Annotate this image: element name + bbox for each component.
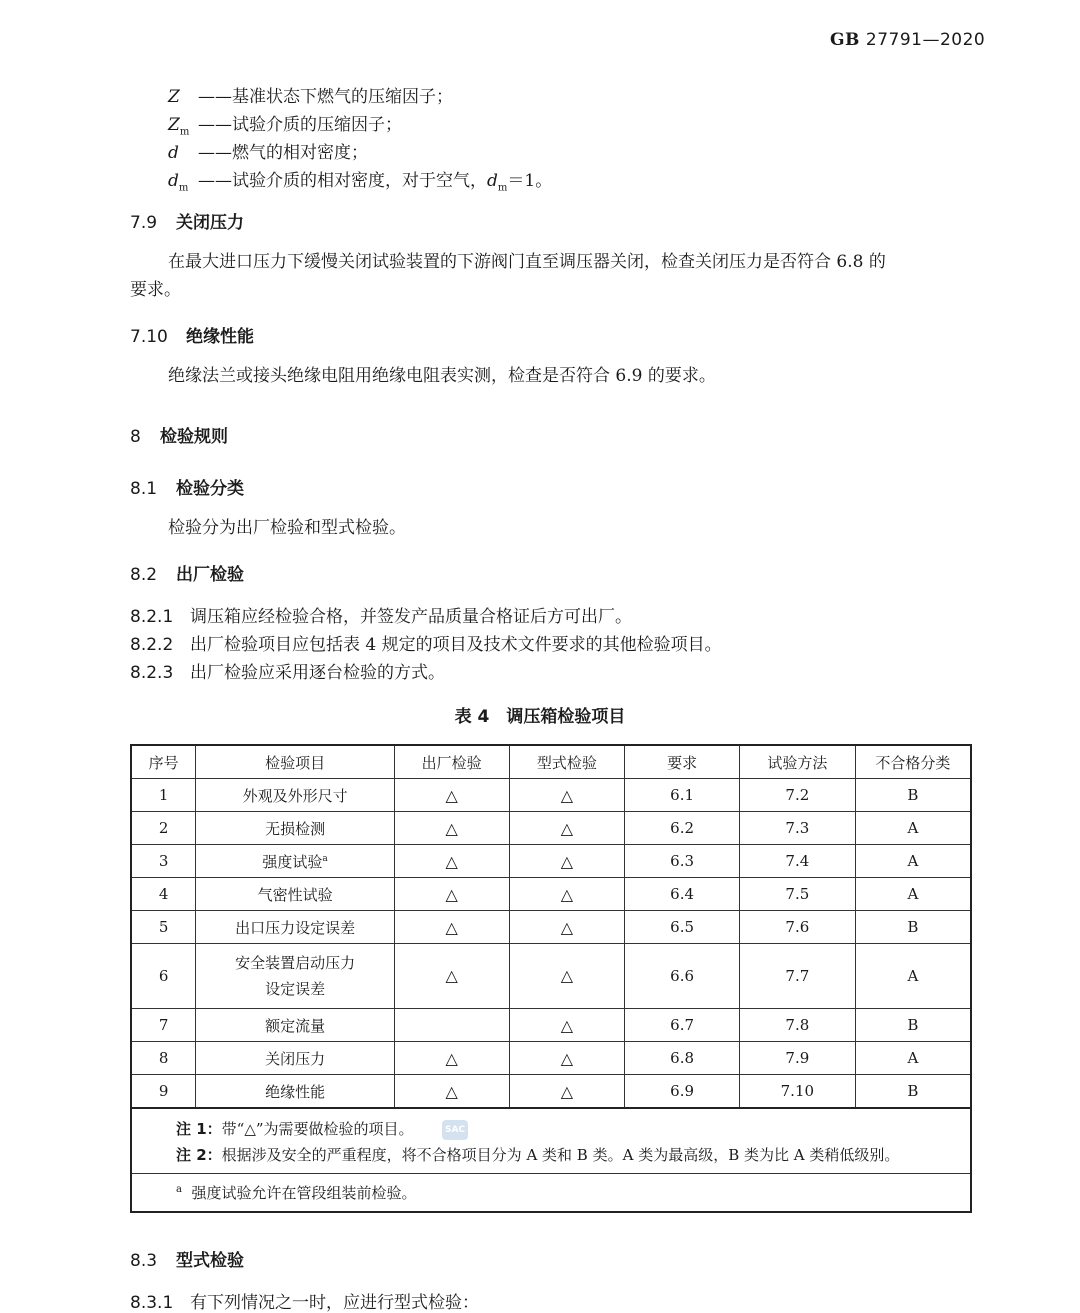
- symbol-desc: ——燃气的相对密度；: [198, 143, 368, 163]
- symbol: Z: [168, 115, 180, 135]
- section-7-10-text: 绝缘法兰或接头绝缘电阻用绝缘电阻表实测，检查是否符合 6.9 的要求。: [168, 366, 716, 386]
- clause-8-2-3: 8.2.3 出厂检验应采用逐台检验的方式。: [130, 663, 445, 683]
- table-row: 6 安全装置启动压力 设定误差 △ △ 6.6 7.7 A: [131, 944, 971, 1009]
- symbol-def-dm: $d_m$ ——试验介质的相对密度，对于空气，$d_m=1$。: [168, 171, 553, 194]
- col-header-type: 型式检验: [509, 745, 625, 779]
- section-7-9-text-cont: 要求。: [130, 280, 181, 300]
- table-title: 表 4 调压箱检验项目: [454, 707, 626, 727]
- table-note-1: 注 1：带“△”为需要做检验的项目。: [176, 1120, 414, 1138]
- standard-prefix: GB: [830, 30, 860, 50]
- inspection-items-table: [130, 744, 972, 1109]
- symbol: Z: [168, 87, 180, 107]
- standard-code: 27791—2020: [865, 30, 986, 50]
- table-row: 1 外观及外形尺寸 △ △ 6.1 7.2 B: [131, 779, 971, 812]
- standard-number: [830, 30, 985, 50]
- table-notes: [130, 1108, 972, 1213]
- section-heading-8-2: 8.2 出厂检验: [130, 565, 244, 585]
- symbol: d: [487, 171, 498, 191]
- section-heading-8-3: 8.3 型式检验: [130, 1251, 244, 1271]
- symbol-def-d: [168, 138, 368, 165]
- col-header-class: 不合格分类: [855, 745, 971, 779]
- clause-8-2-2: 8.2.2 出厂检验项目应包括表 4 规定的项目及技术文件要求的其他检验项目。: [130, 635, 722, 655]
- table-footnote: $^a$ 强度试验允许在管段组装前检验。: [132, 1173, 970, 1211]
- symbol: d: [168, 171, 179, 191]
- section-7-9-text: 在最大进口压力下缓慢关闭试验装置的下游阀门直至调压器关闭，检查关闭压力是否符合 6.8 的: [168, 252, 886, 272]
- section-heading-7-10: 7.10 绝缘性能: [130, 327, 254, 347]
- chapter-heading-8: 8 检验规则: [130, 427, 228, 447]
- symbol-def-zm: $Z_m$ ——试验介质的压缩因子；: [168, 115, 402, 138]
- symbol: d: [168, 143, 179, 163]
- symbol-desc: ——试验介质的压缩因子；: [198, 115, 402, 135]
- col-header-requirement: 要求: [625, 745, 740, 779]
- col-header-no: 序号: [131, 745, 196, 779]
- col-header-method: 试验方法: [739, 745, 855, 779]
- table-note-2: 注 2：根据涉及安全的严重程度，将不合格项目分为 A 类和 B 类。A 类为最高级，B 类为比 A 类稍低级别。: [176, 1146, 900, 1164]
- footnote-marker: a: [176, 1184, 182, 1195]
- table-row: 2 无损检测 △ △ 6.2 7.3 A: [131, 812, 971, 845]
- table-row: 9 绝缘性能 △ △ 6.9 7.10 B: [131, 1075, 971, 1109]
- table-row: 4 气密性试验 △ △ 6.4 7.5 A: [131, 878, 971, 911]
- symbol-desc: ——试验介质的相对密度，对于空气，: [198, 171, 487, 191]
- col-header-item: 检验项目: [196, 745, 394, 779]
- symbol-desc: ——基准状态下燃气的压缩因子；: [198, 87, 453, 107]
- footnote-marker: a: [322, 853, 328, 864]
- clause-8-2-1: 8.2.1 调压箱应经检验合格，并签发产品质量合格证后方可出厂。: [130, 607, 632, 627]
- section-heading-8-1: 8.1 检验分类: [130, 479, 244, 499]
- table-row: 3 强度试验$^a$ △ △ 6.3 7.4 A: [131, 845, 971, 878]
- clause-8-3-1: 8.3.1 有下列情况之一时，应进行型式检验：: [130, 1293, 479, 1313]
- symbol-def-z: [168, 82, 453, 109]
- table-row: 5 出口压力设定误差 △ △ 6.5 7.6 B: [131, 911, 971, 944]
- sac-watermark-logo: SAC: [442, 1120, 468, 1140]
- table-header-row: [131, 745, 971, 779]
- section-8-1-text: 检验分为出厂检验和型式检验。: [168, 518, 406, 538]
- table-row: 7 额定流量 △ 6.7 7.8 B: [131, 1009, 971, 1042]
- section-heading-7-9: 7.9 关闭压力: [130, 213, 244, 233]
- col-header-factory: 出厂检验: [394, 745, 509, 779]
- table-row: 8 关闭压力 △ △ 6.8 7.9 A: [131, 1042, 971, 1075]
